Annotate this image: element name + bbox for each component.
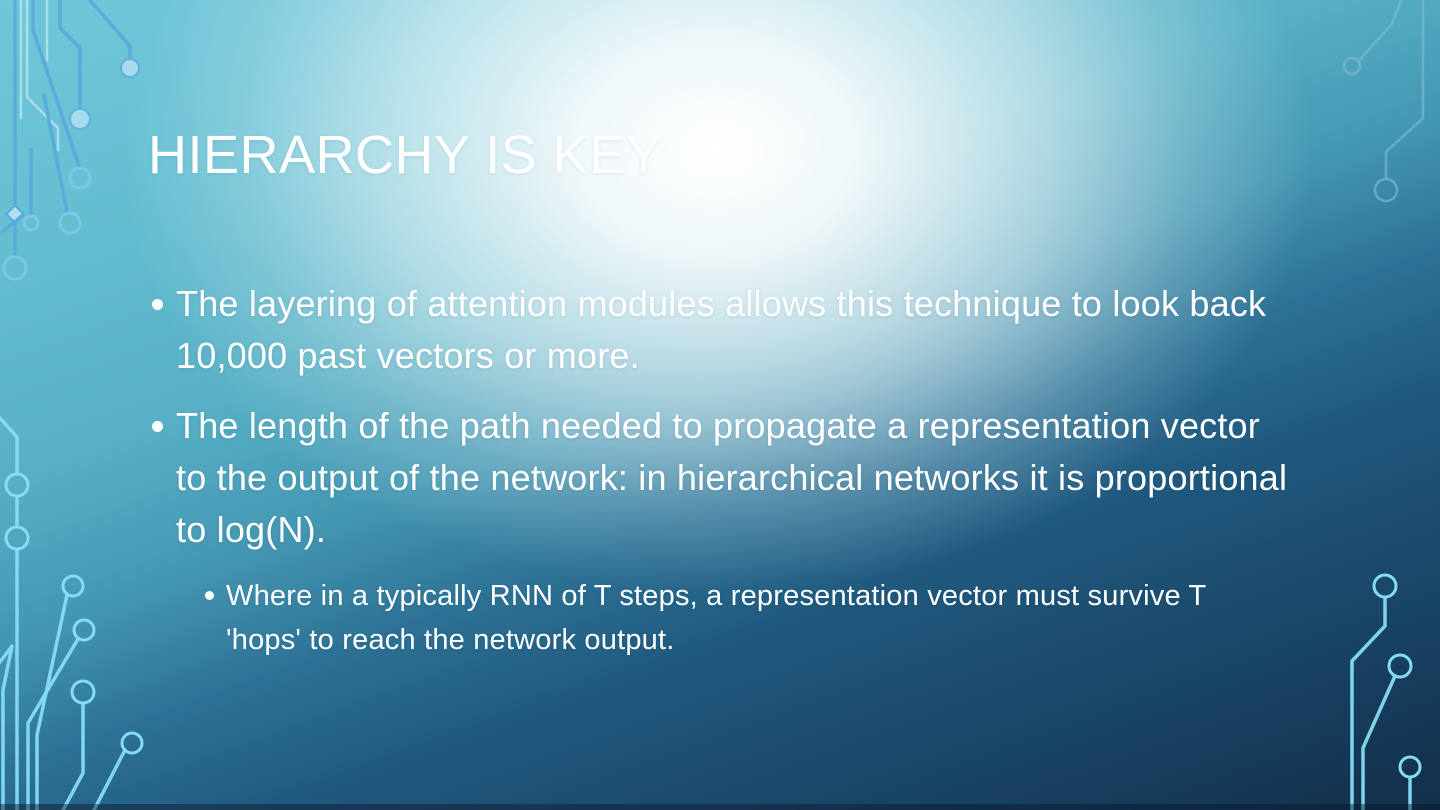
slide-title: HIERARCHY IS KEY — [148, 125, 663, 185]
circuit-ring — [122, 733, 142, 753]
circuit-ring — [24, 216, 38, 230]
circuit-ring — [74, 620, 94, 640]
bullet-item — [148, 278, 1298, 382]
bullet-marker — [152, 299, 163, 310]
circuit-ring — [1374, 575, 1396, 597]
circuit-pad — [70, 109, 90, 129]
circuit-pad — [121, 59, 139, 77]
bullet-item — [148, 400, 1298, 556]
circuit-ring — [1344, 58, 1360, 74]
circuit-ring — [6, 474, 28, 496]
bullet-text: The layering of attention modules allows this technique to look back 10,000 past vectors or more. — [176, 283, 1267, 376]
circuit-ring — [1400, 757, 1420, 777]
circuit-traces-bottom-right — [1352, 575, 1420, 810]
bullet-marker — [205, 591, 214, 600]
circuit-ring — [1389, 655, 1411, 677]
circuit-ring — [63, 576, 83, 596]
circuit-ring — [1375, 179, 1397, 201]
bullet-text: Where in a typically RNN of T steps, a representation vector must survive T 'hops' to reach the network output. — [226, 580, 1206, 656]
bottom-edge-shadow — [0, 804, 1440, 810]
circuit-ring — [4, 257, 26, 279]
circuit-ring — [72, 681, 94, 703]
circuit-ring — [60, 213, 80, 233]
bullet-marker — [152, 421, 163, 432]
circuit-ring — [70, 168, 90, 188]
bullet-list — [148, 278, 1298, 662]
circuit-traces-left — [0, 418, 142, 810]
circuit-traces-top-right — [1344, 0, 1423, 201]
bullet-item-sub — [205, 574, 1298, 662]
bullet-text: The length of the path needed to propagate a representation vector to the output of the network: in hierarchical networks it is proportional to log(N). — [176, 405, 1288, 550]
circuit-traces-top-left — [2, 0, 139, 279]
circuit-ring — [6, 527, 28, 549]
